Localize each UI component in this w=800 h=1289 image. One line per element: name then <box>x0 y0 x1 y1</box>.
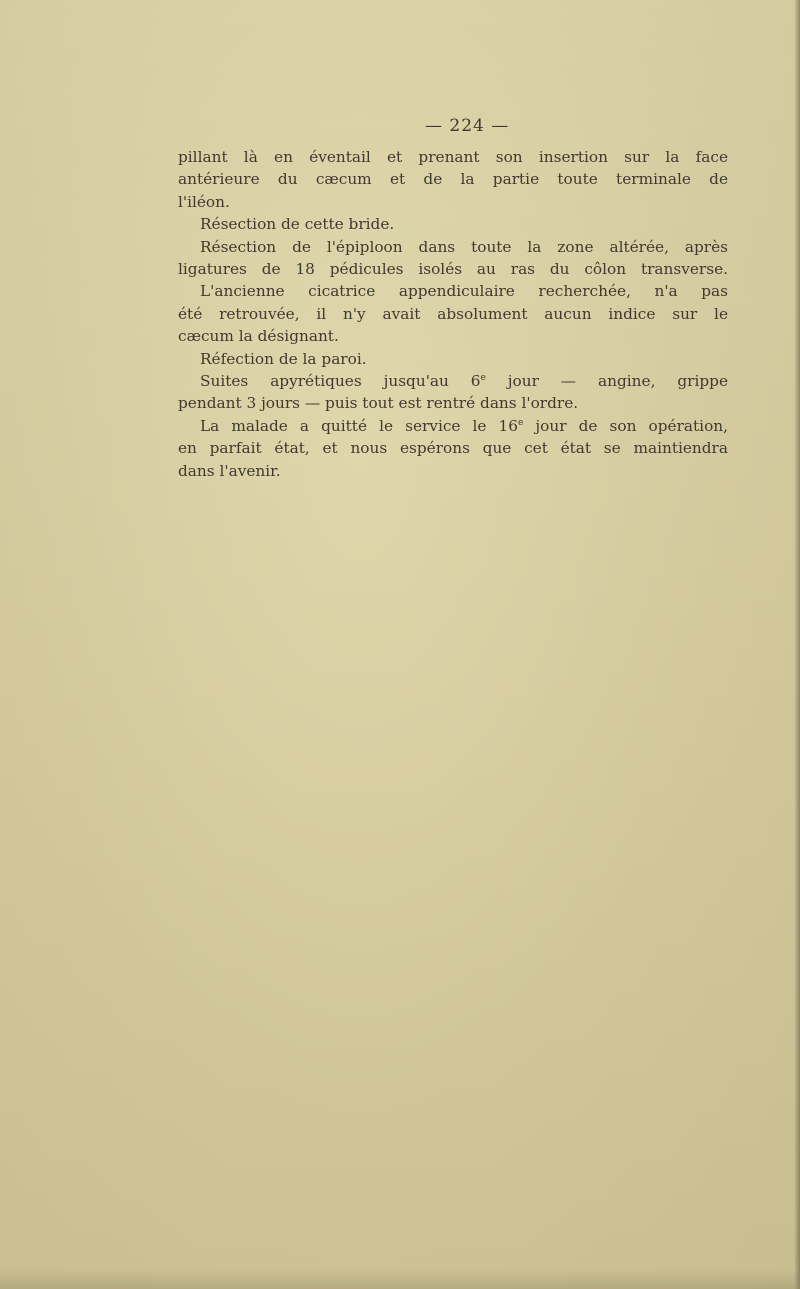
text-line-13 <box>178 415 728 437</box>
text-line-3: l'iléon. <box>178 192 230 211</box>
text-line-5: Résection de l'épiploon dans toute la zone altérée, après <box>200 237 728 256</box>
text-line-15: dans l'avenir. <box>178 461 281 480</box>
text-line-13-a: La malade a quitté le service le 16 <box>200 416 519 435</box>
text-line-11-b: jour — angine, grippe <box>485 372 728 391</box>
text-line-14: en parfait état, et nous espérons que cet état se maintiendra <box>178 439 728 458</box>
text-line-8: été retrouvée, il n'y avait absolument aucun indice sur le <box>178 304 728 323</box>
text-line-12: pendant 3 jours — puis tout est rentré dans l'ordre. <box>178 394 579 413</box>
text-line-11-a: Suites apyrétiques jusqu'au 6 <box>200 372 481 391</box>
text-line-10: Réfection de la paroi. <box>200 349 367 368</box>
page-edge-shadow <box>794 0 800 1289</box>
text-line-13-b: jour de son opération, <box>523 416 728 435</box>
text-line-7: L'ancienne cicatrice appendiculaire recherchée, n'a pas <box>200 282 728 301</box>
text-line-11 <box>178 370 728 392</box>
text-line-9: cæcum la désignant. <box>178 327 339 346</box>
text-line-4: Résection de cette bride. <box>200 215 395 234</box>
text-line-1: pillant là en éventail et prenant son insertion sur la face <box>178 148 728 166</box>
text-line-6: ligatures de 18 pédicules isolés au ras du côlon transverse. <box>178 260 728 279</box>
superscript-e: e <box>480 373 486 384</box>
page-number: — 224 — <box>425 116 510 136</box>
text-line-2: antérieure du cæcum et de la partie toute terminale de <box>178 170 728 189</box>
page-bottom-shadow <box>0 1269 800 1289</box>
superscript-e: e <box>518 417 524 428</box>
body-text <box>178 146 728 482</box>
